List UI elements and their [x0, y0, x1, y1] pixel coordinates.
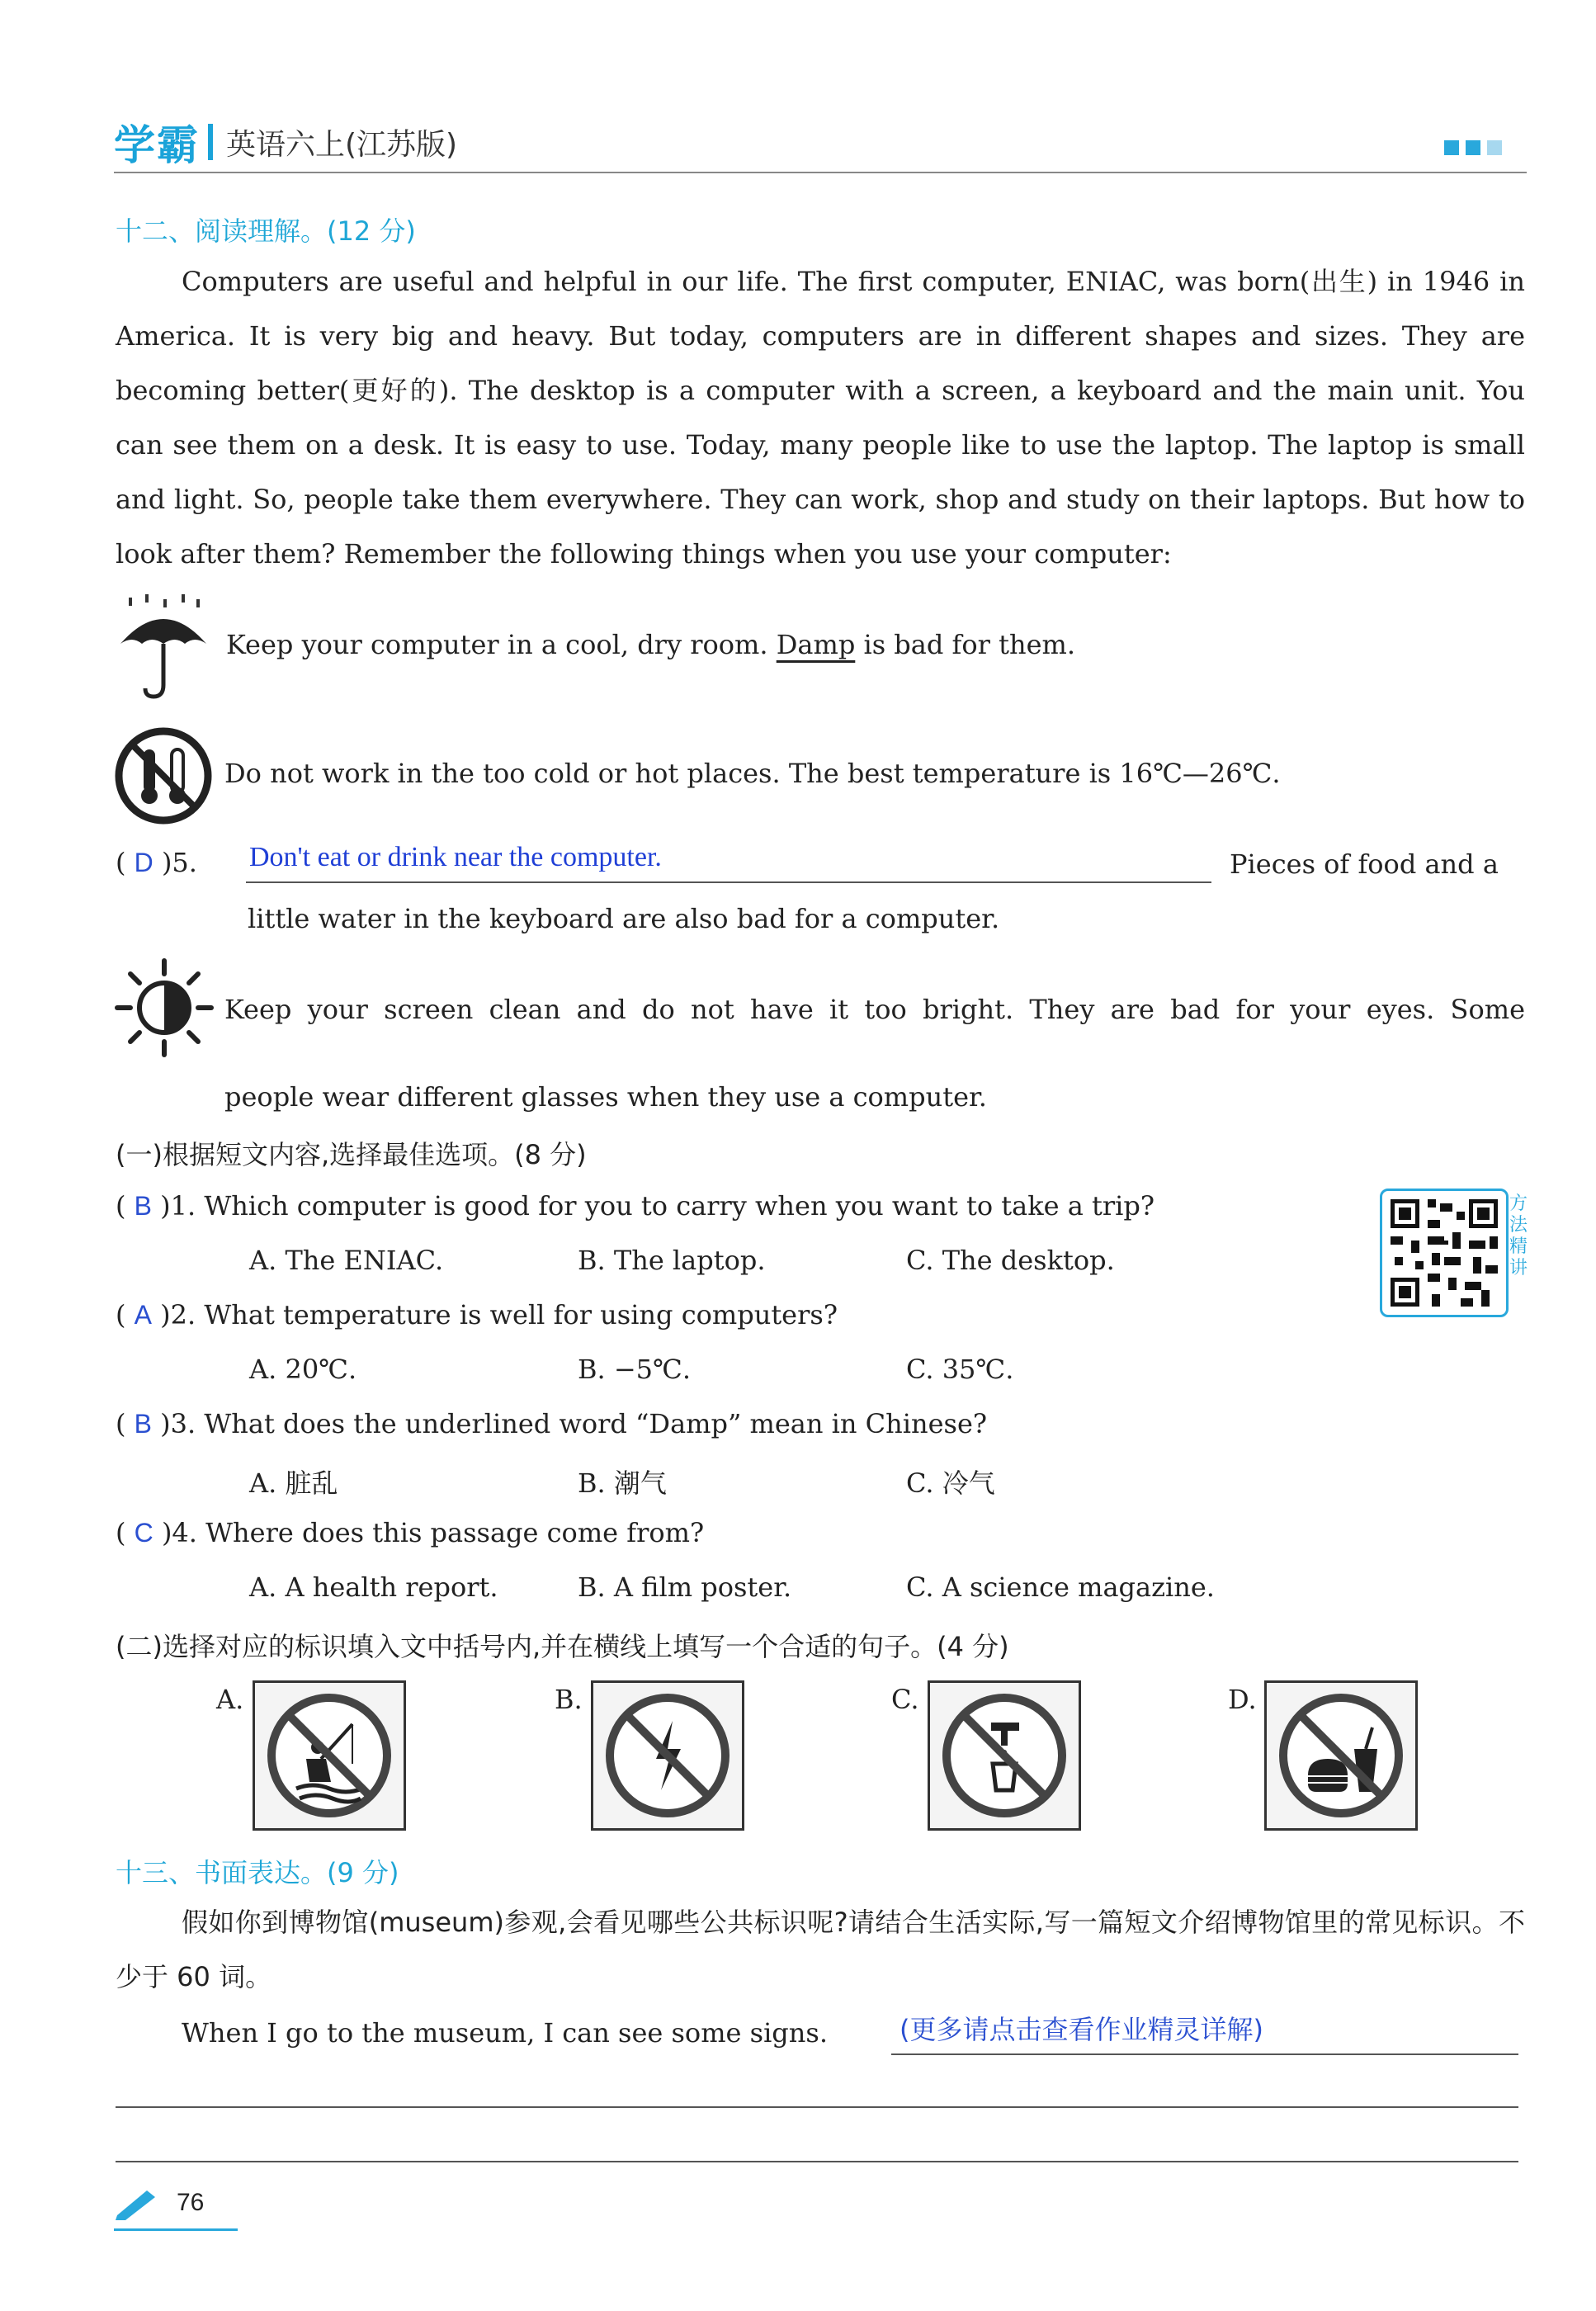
sign-a-label: A.	[216, 1684, 244, 1715]
page-header	[114, 116, 1527, 173]
footer-rule	[114, 2228, 238, 2231]
no-food-drink-icon	[1267, 1683, 1415, 1828]
question-3: ( B )3. What does the underlined word “Damp” mean in Chinese?	[116, 1408, 988, 1439]
sign-d-label: D.	[1228, 1684, 1257, 1715]
q1-option-b: B. The laptop.	[578, 1245, 766, 1276]
page-number: 76	[177, 2189, 205, 2216]
q5-after: Pieces of food and a	[1230, 848, 1499, 880]
q2-option-c: C. 35℃.	[906, 1354, 1014, 1385]
q4-option-b: B. A film poster.	[578, 1571, 792, 1603]
header-decoration	[1444, 140, 1502, 155]
sign-d[interactable]	[1264, 1680, 1418, 1831]
q2-answer: A	[134, 1300, 152, 1330]
header-rule	[114, 172, 1527, 173]
writing-line-3[interactable]	[116, 2161, 1518, 2162]
q1-option-a: A. The ENIAC.	[249, 1245, 444, 1276]
section-13-title: 十三、书面表达。(9 分)	[116, 1857, 399, 1888]
q5-answer: D	[134, 848, 153, 877]
q3-answer: B	[134, 1409, 152, 1439]
brand-divider	[208, 124, 213, 160]
question-2: ( A )2. What temperature is well for using computers?	[116, 1299, 838, 1330]
writing-line-2[interactable]	[116, 2106, 1518, 2108]
no-extreme-temperature-icon	[114, 726, 213, 825]
q2-option-b: B. −5℃.	[578, 1354, 691, 1385]
question-4: ( C )4. Where does this passage come from?	[116, 1517, 705, 1548]
writing-line-1[interactable]	[891, 2053, 1518, 2055]
qr-label: 方法精讲	[1509, 1193, 1528, 1278]
q3-option-c: C. 冷气	[906, 1467, 995, 1499]
tip-1-text: Keep your computer in a cool, dry room.	[226, 629, 777, 660]
question-1: ( B )1. Which computer is good for you to carry when you want to take a trip?	[116, 1190, 1155, 1222]
q3-option-b: B. 潮气	[578, 1467, 667, 1499]
q5-answer-line	[246, 881, 1211, 883]
sign-a[interactable]	[253, 1680, 406, 1831]
book-subtitle: 英语六上(江苏版)	[226, 127, 458, 162]
tip-3-line-1: Keep your screen clean and do not have it too bright. They are bad for your eyes. Some	[224, 994, 1525, 1025]
q2-option-a: A. 20℃.	[249, 1354, 357, 1385]
reading-passage: Computers are useful and helpful in our life. The first computer, ENIAC, was born(出生) in 1946 in America. It is very big and heavy. But today, computers are in different shapes and sizes. They are becoming better(更好的). The desktop is a computer with a screen, a keyboard and the main unit. You can see them on a desk. It is easy to use. Today, many people like to use the laptop. The laptop is small and light. So, people take them everywhere. They can work, shop and study on their laptops. But how to look after them? Remember the following things when you use your computer:	[116, 266, 1525, 569]
screen-brightness-icon	[114, 957, 215, 1058]
brand	[114, 116, 457, 168]
q3-option-a: A. 脏乱	[249, 1467, 338, 1499]
writing-prompt: 假如你到博物馆(museum)参观,会看见哪些公共标识呢?请结合生活实际,写一篇短文介绍博物馆里的常见标识。不少于 60 词。	[116, 1907, 1525, 1992]
q5-line2: little water in the keyboard are also bad for a computer.	[248, 903, 1000, 934]
q4-text: )4. Where does this passage come from?	[161, 1517, 705, 1548]
pencil-icon	[114, 2187, 163, 2220]
tip-1-text-end: is bad for them.	[855, 629, 1076, 660]
part-1-title: (一)根据短文内容,选择最佳选项。(8 分)	[116, 1139, 587, 1170]
sign-c[interactable]	[928, 1680, 1081, 1831]
brand-logo: 学霸	[114, 121, 200, 169]
writing-start: When I go to the museum, I can see some signs.	[182, 2017, 828, 2049]
q5-row: ( D )5.	[116, 847, 197, 878]
part-2-title: (二)选择对应的标识填入文中括号内,并在横线上填写一个合适的句子。(4 分)	[116, 1631, 1009, 1662]
qr-code[interactable]	[1380, 1189, 1509, 1317]
q4-answer: C	[134, 1518, 153, 1548]
q3-text: )3. What does the underlined word “Damp” mean in Chinese?	[160, 1408, 988, 1439]
q4-option-c: C. A science magazine.	[906, 1571, 1215, 1603]
qr-code-icon	[1382, 1191, 1506, 1315]
sign-b[interactable]	[591, 1680, 744, 1831]
q1-answer: B	[134, 1191, 152, 1221]
section-12-title: 十二、阅读理解。(12 分)	[116, 215, 416, 247]
more-details-link[interactable]: (更多请点击查看作业精灵详解)	[900, 2014, 1263, 2045]
q5-number: )5.	[161, 847, 197, 878]
tip-3-line-2: people wear different glasses when they use a computer.	[224, 1081, 987, 1113]
no-fishing-icon	[255, 1683, 404, 1828]
sign-c-label: C.	[891, 1684, 919, 1715]
sign-b-label: B.	[555, 1684, 583, 1715]
q1-text: )1. Which computer is good for you to carry when you want to take a trip?	[160, 1190, 1155, 1222]
q4-option-a: A. A health report.	[249, 1571, 498, 1603]
tip-2: Do not work in the too cold or hot places. The best temperature is 16℃—26℃.	[224, 758, 1281, 789]
tip-1	[226, 629, 1075, 660]
q5-filled-answer: Don't eat or drink near the computer.	[249, 842, 662, 872]
no-electric-shock-icon	[593, 1683, 742, 1828]
underlined-word-damp: Damp	[776, 629, 856, 660]
q1-option-c: C. The desktop.	[906, 1245, 1115, 1276]
umbrella-rain-icon	[116, 593, 211, 700]
no-drinking-water-icon	[930, 1683, 1079, 1828]
q2-text: )2. What temperature is well for using computers?	[160, 1299, 838, 1330]
